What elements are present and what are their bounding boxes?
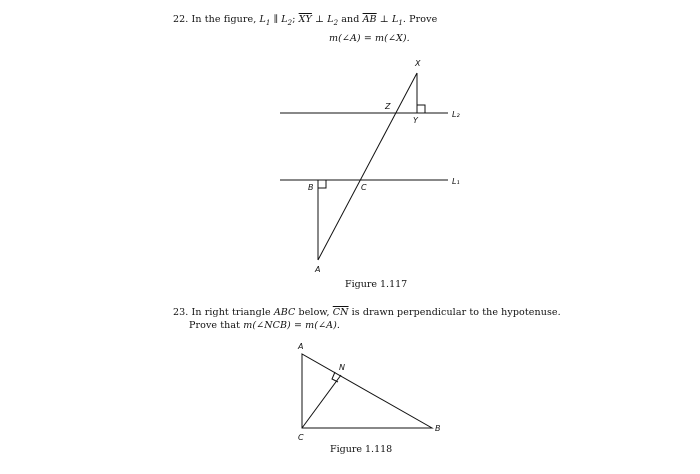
line-l1: $L_1$ bbox=[259, 14, 271, 27]
problem-22-intro: In the figure, bbox=[191, 14, 257, 25]
figure-117-lines bbox=[280, 73, 448, 260]
problem-22-number: 22. bbox=[173, 14, 189, 25]
figure-117-caption: Figure 1.117 bbox=[345, 279, 408, 290]
problem-23-line-2 bbox=[189, 320, 340, 332]
figure-117-labels bbox=[308, 59, 460, 274]
label-x: X bbox=[415, 59, 421, 68]
triangle-abc bbox=[302, 354, 432, 428]
label-l1: L₁ bbox=[452, 177, 460, 186]
right-angle-b bbox=[318, 180, 326, 188]
segment-xy: $\overline{XY}$ bbox=[298, 14, 312, 25]
label-b: B bbox=[308, 183, 314, 192]
semicolon: ; bbox=[292, 14, 296, 25]
problem-23-number: 23. bbox=[173, 307, 189, 318]
figure-118-lines bbox=[302, 354, 432, 428]
prove-word: Prove bbox=[409, 14, 438, 25]
problem-22-line-1: 22. In the figure, $L_1$ ∥ $L_2$; $\overline{XY}$ ⊥ $L_2$ and $\overline{AB}$ ⊥ $L_1$. Prove bbox=[173, 14, 438, 27]
line-l1-ref: $L_1$ bbox=[391, 14, 403, 27]
perp-symbol-2: ⊥ bbox=[379, 14, 389, 25]
figure-118-caption: Figure 1.118 bbox=[330, 444, 393, 455]
problem-23-text-c: is drawn perpendicular to the hypotenuse. bbox=[351, 307, 561, 318]
problem-23-statement: m(∠NCB) = m(∠A). bbox=[243, 320, 341, 331]
right-angle-y bbox=[417, 105, 425, 113]
segment-cn bbox=[302, 375, 341, 428]
label-z: Z bbox=[385, 102, 391, 111]
label-l2: L₂ bbox=[452, 110, 460, 119]
problem-23-prove: Prove that bbox=[189, 320, 241, 331]
label-y: Y bbox=[413, 116, 418, 125]
line-l2: $L_2$ bbox=[281, 14, 293, 27]
segment-cn-text: $\overline{CN}$ bbox=[332, 307, 349, 318]
label-n: N bbox=[339, 363, 345, 372]
and-word: and bbox=[341, 14, 360, 25]
problem-23-line-1 bbox=[173, 307, 561, 319]
label-a: A bbox=[315, 265, 321, 274]
segment-ab: $\overline{AB}$ bbox=[362, 14, 377, 25]
label-a-118: A bbox=[298, 342, 304, 351]
line-l2-ref: $L_2$ bbox=[327, 14, 339, 27]
problem-22-statement: m(∠A) = m(∠X). bbox=[329, 33, 410, 44]
problem-23-text-a: In right triangle bbox=[191, 307, 271, 318]
parallel-symbol: ∥ bbox=[273, 14, 279, 25]
problem-23-text-b: below, bbox=[298, 307, 330, 318]
label-c: C bbox=[361, 183, 367, 192]
label-b-118: B bbox=[435, 424, 441, 433]
perp-symbol-1: ⊥ bbox=[315, 14, 325, 25]
triangle-name: ABC bbox=[273, 307, 296, 318]
transversal-xa bbox=[318, 73, 417, 260]
label-c-118: C bbox=[298, 433, 304, 442]
